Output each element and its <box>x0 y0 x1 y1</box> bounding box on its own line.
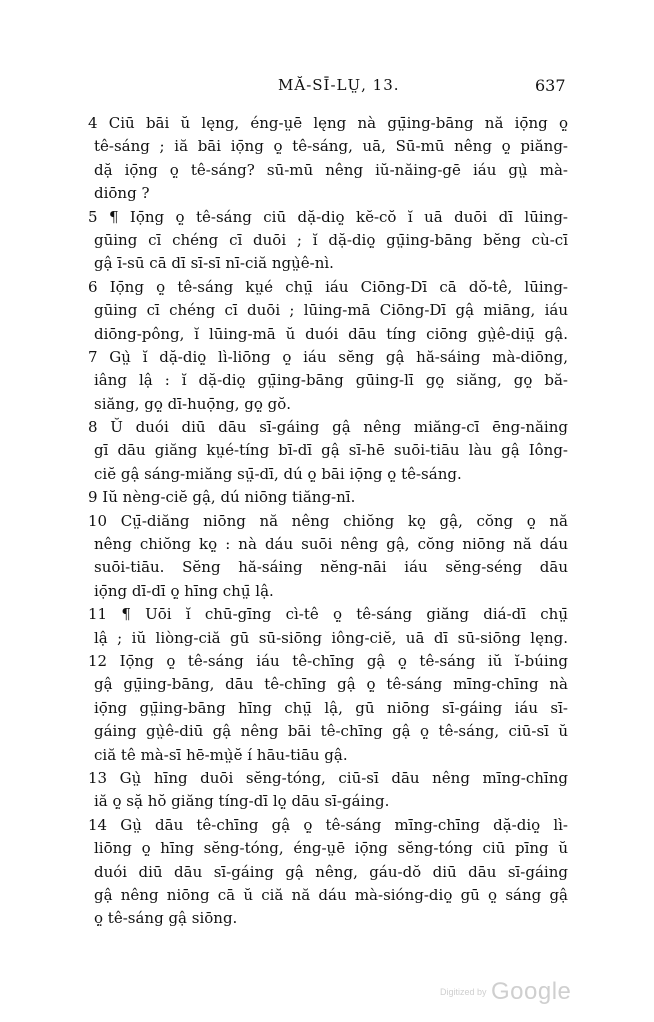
text-line: ciĕ gậ sáng-miăng sṳ̄-dī, dú ọ̤ bāi iọ̄ng ọ̤ tê-sáng. <box>94 464 462 483</box>
text-line: iọ̄ng gṳ̄ing-bāng hīng chṳ̄ lậ, gū niōng sī-gáing iáu sī- <box>94 698 568 717</box>
text-line: tê-sáng ; iă bāi iọ̄ng ọ̤ tê-sáng, uā, Sū-mū nêng ọ̤ piăng- <box>94 137 568 156</box>
text-line: 9 Iŭ nèng-ciĕ gậ, dú niōng tiăng-nī. <box>88 488 356 507</box>
text-line: 13 Gṳ̀ hīng duōi sĕng-tóng, ciū-sī dāu nêng mīng-chīng <box>88 768 568 787</box>
text-line: diōng ? <box>94 184 150 203</box>
text-line: 6 Iọ̄ng ọ̤ tê-sáng kṳé chṳ̄ iáu Ciōng-Dī cā dŏ-tê, lūing- <box>88 277 568 296</box>
text-line: ciă tê mà-sī hē-mṳ̀ĕ í hāu-tiāu gậ. <box>94 745 348 764</box>
text-line: gūing cī chéng cī duōi ; lūing-mā Ciōng-Dī gậ miāng, iáu <box>94 301 568 320</box>
text-line: 11 ¶ Uōi ĭ chū-gīng cì-tê ọ̤ tê-sáng giăng diá-dī chṳ̄ <box>88 605 568 624</box>
text-line: siăng, gọ̤ dī-huọ̄ng, gọ̤ gŏ. <box>94 394 292 413</box>
text-line: gậ ī-sū cā dī sī-sī nī-ciă ngṳ̀ê-nì. <box>94 254 334 273</box>
text-line: duói diū dāu sī-gáing gậ nêng, gáu-dŏ diū dāu sī-gáing <box>94 862 568 881</box>
page-header <box>0 76 654 102</box>
text-line: 12 Iọ̄ng ọ̤ tê-sáng iáu tê-chīng gậ ọ̤ tê-sáng iŭ ĭ-búing <box>88 651 568 670</box>
watermark-logo: Google <box>490 978 572 1005</box>
text-line: 5 ¶ Iọ̄ng ọ̤ tê-sáng ciū dặ-diọ̤ kĕ-cŏ ĭ uā duōi dī lūing- <box>88 207 568 226</box>
text-line: gậ nêng niōng cā ŭ ciă nă dáu mà-sióng-diọ̤ gū ọ̤ sáng gậ <box>94 885 568 904</box>
text-line: iọ̄ng dī-dī ọ̤ hīng chṳ̄ lậ. <box>94 581 274 600</box>
text-line: diōng-pông, ĭ lūing-mā ŭ duói dāu tíng ciōng gṳ̀ê-diṳ̄ gậ. <box>94 324 568 343</box>
text-line: gī dāu giăng kṳé-tíng bī-dī gậ sī-hē suōi-tiāu làu gậ Iông- <box>94 441 568 460</box>
text-line: 7 Gṳ̀ ĭ dặ-diọ̤ lì-liōng ọ̤ iáu sĕng gậ hă-sáing mà-diōng, <box>88 347 568 366</box>
text-line: gậ gṳ̄ing-bāng, dāu tê-chīng gậ ọ̤ tê-sáng mīng-chīng nà <box>94 675 568 694</box>
text-line: 10 Cṳ̄-diăng niōng nă nêng chiŏng kọ̤ gậ, cŏng ọ̤ nă <box>88 511 568 530</box>
text-line: 4 Ciū bāi ŭ lęng, éng-ṳē lęng nà gṳ̄ing-bāng nă iọ̄ng ọ̤ <box>88 114 568 132</box>
running-title: MĂ-SĪ-LṲ, 13. <box>278 76 400 94</box>
text-line: iă ọ̤ sặ hŏ giăng tíng-dī lọ̤ dāu sī-gáing. <box>94 792 390 811</box>
text-line: iâng lậ : ĭ dặ-diọ̤ gṳ̄ing-bāng gūing-lī gọ̤ siăng, gọ̤ bă- <box>94 371 568 390</box>
body-text <box>88 112 568 931</box>
page-number: 637 <box>535 76 566 95</box>
text-line: gáing gṳ̀ê-diū gậ nêng bāi tê-chīng gậ ọ̤ tê-sáng, ciū-sī ŭ <box>94 722 568 741</box>
digitized-watermark <box>440 978 571 1006</box>
text-line: 14 Gṳ̀ dāu tê-chīng gậ ọ̤ tê-sáng mīng-chīng dặ-diọ̤ lì- <box>88 815 568 834</box>
text-line: nêng chiŏng kọ̤ : nà dáu suōi nêng gậ, cŏng niōng nă dáu <box>94 535 568 554</box>
text-line: ọ̤ tê-sáng gậ siōng. <box>94 909 238 928</box>
text-line: dặ iọ̄ng ọ̤ tê-sáng? sū-mū nêng iŭ-năing-gē iáu gṳ̀ mà- <box>94 160 568 179</box>
text-line: liōng ọ̤ hīng sĕng-tóng, éng-ṳē iọ̄ng sĕng-tóng ciū pīng ŭ <box>94 839 568 858</box>
text-line: suōi-tiāu. Sĕng hă-sáing nĕng-nāi iáu sĕng-séng dāu <box>94 558 568 577</box>
text-line: 8 Ŭ duói diū dāu sī-gáing gậ nêng miăng-cī ēng-năing <box>88 418 568 437</box>
text-line: lậ ; iŭ liòng-ciă gū sū-siōng iông-ciĕ, uā dī sū-siōng lęng. <box>94 628 568 647</box>
text-line: gūing cī chéng cī duōi ; ĭ dặ-diọ̤ gṳ̄ing-bāng bĕng cù-cī <box>94 230 568 249</box>
watermark-prefix: Digitized by <box>440 987 487 997</box>
